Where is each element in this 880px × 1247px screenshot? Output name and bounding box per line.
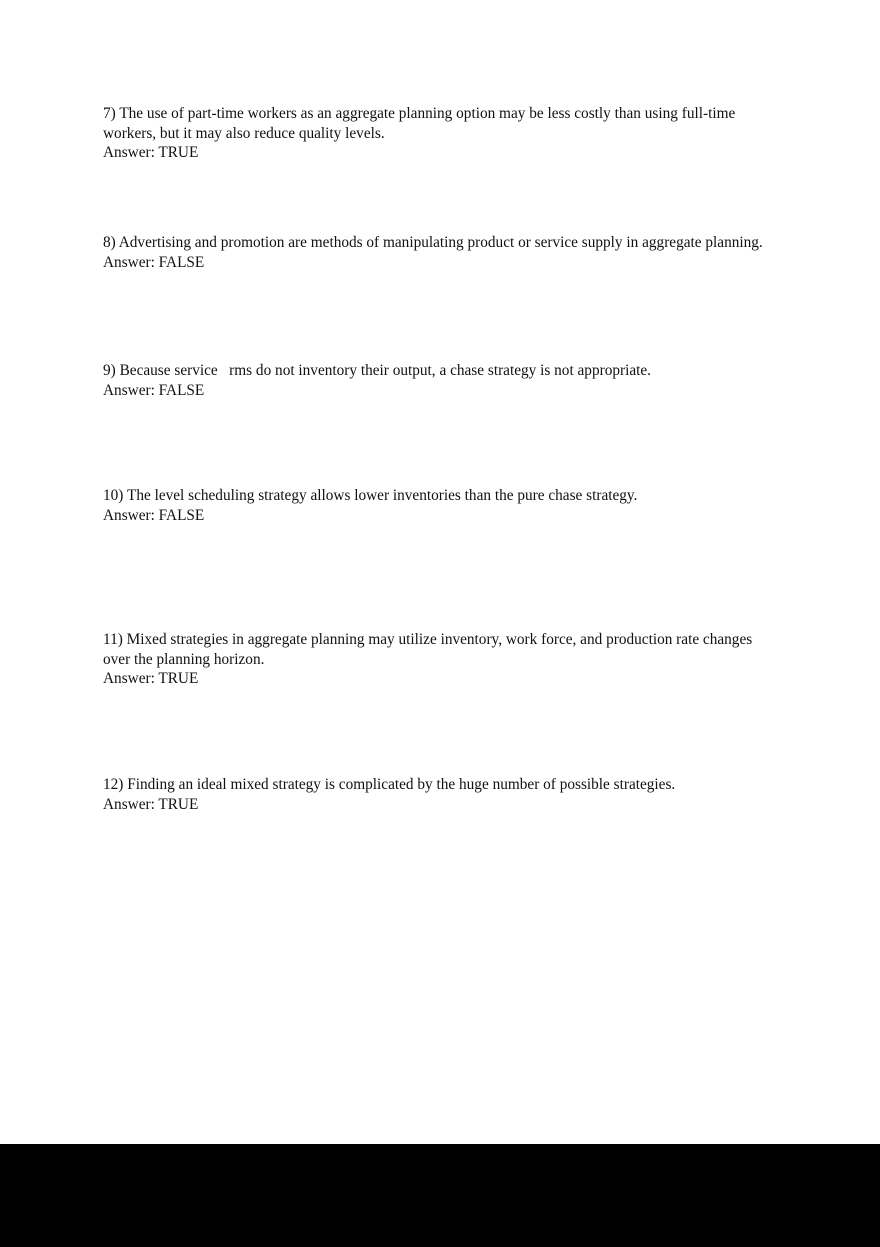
question-body: The use of part-time workers as an aggregate planning option may be less costly than using full-time workers, but it may also reduce quality levels. — [103, 105, 736, 142]
question-body: Mixed strategies in aggregate planning may utilize inventory, work force, and production rate changes over the planning horizon. — [103, 631, 753, 668]
question-12 — [103, 775, 773, 814]
question-text — [103, 630, 773, 669]
question-text — [103, 104, 773, 143]
question-11 — [103, 630, 773, 689]
question-body: Because service rms do not inventory their output, a chase strategy is not appropriate. — [119, 362, 651, 379]
question-body: The level scheduling strategy allows lower inventories than the pure chase strategy. — [126, 487, 638, 504]
question-8 — [103, 233, 773, 272]
answer: Answer: TRUE — [103, 795, 199, 813]
question-text — [103, 233, 773, 253]
question-number: 11) — [103, 631, 123, 648]
question-body: Finding an ideal mixed strategy is complicated by the huge number of possible strategies. — [127, 776, 676, 793]
question-number: 10) — [103, 487, 124, 504]
answer: Answer: FALSE — [103, 381, 205, 399]
answer: Answer: TRUE — [103, 144, 199, 161]
answer: Answer: TRUE — [103, 670, 199, 687]
question-text — [103, 486, 773, 506]
answer: Answer: FALSE — [103, 506, 205, 524]
question-number: 9) — [103, 362, 116, 379]
answer: Answer: FALSE — [103, 253, 205, 271]
question-9 — [103, 361, 773, 400]
black-bottom-band — [0, 1144, 880, 1247]
question-7 — [103, 104, 773, 163]
question-number: 8) — [103, 234, 116, 251]
question-text — [103, 361, 773, 381]
question-body: Advertising and promotion are methods of manipulating product or service supply in aggregate planning. — [118, 234, 763, 251]
question-number: 7) — [103, 105, 116, 122]
question-number: 12) — [103, 776, 124, 793]
question-10 — [103, 486, 773, 525]
question-text — [103, 775, 773, 795]
